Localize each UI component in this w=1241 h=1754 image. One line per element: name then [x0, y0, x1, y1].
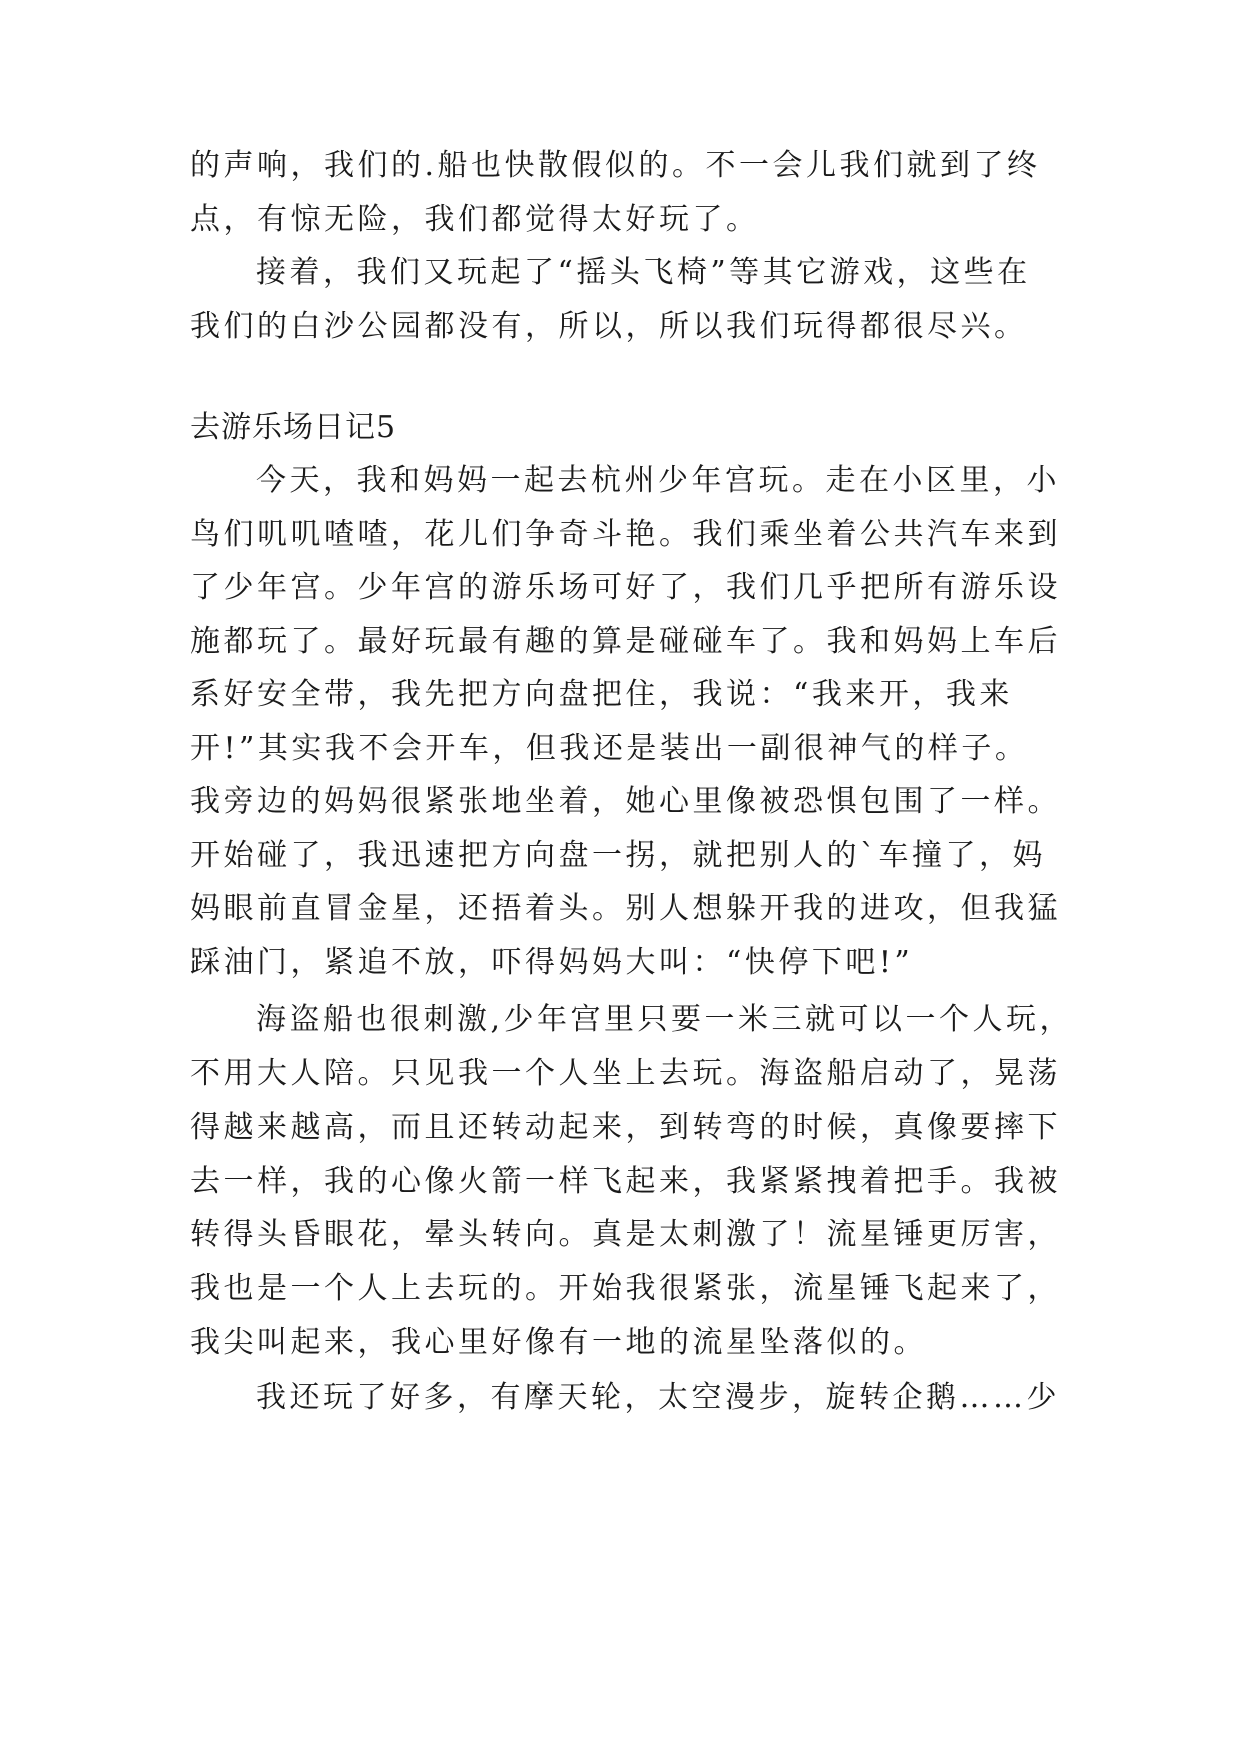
text-line: 系好安全带，我先把方向盘把住，我说：“我来开，我来: [190, 677, 1013, 712]
text-line: 去一样，我的心像火箭一样飞起来，我紧紧拽着把手。我被: [190, 1164, 1061, 1199]
text-line: 点，有惊无险，我们都觉得太好玩了。: [190, 202, 760, 237]
text-line: 不用大人陪。只见我一个人坐上去玩。海盗船启动了，晃荡: [190, 1056, 1061, 1091]
text-line: 转得头昏眼花，晕头转向。真是太刺激了！流星锤更厉害，: [190, 1217, 1061, 1252]
text-line: 我尖叫起来，我心里好像有一地的流星坠落似的。: [190, 1325, 927, 1360]
text-line: 施都玩了。最好玩最有趣的算是碰碰车了。我和妈妈上车后: [190, 624, 1061, 659]
text-line: 我旁边的妈妈很紧张地坐着，她心里像被恐惧包围了一样。: [190, 784, 1061, 819]
text-line: 妈眼前直冒金星，还捂着头。别人想躲开我的进攻，但我猛: [190, 891, 1061, 926]
text-line: 我还玩了好多，有摩天轮，太空漫步，旋转企鹅……少: [256, 1380, 1060, 1415]
text-line: 踩油门，紧追不放，吓得妈妈大叫：“快停下吧!”: [190, 945, 914, 980]
text-line: 得越来越高，而且还转动起来，到转弯的时候，真像要摔下: [190, 1110, 1061, 1145]
text-line: 鸟们叽叽喳喳，花儿们争奇斗艳。我们乘坐着公共汽车来到: [190, 517, 1061, 552]
text-line: 开始碰了，我迅速把方向盘一拐，就把别人的`车撞了，妈: [190, 838, 1046, 873]
text-line: 接着，我们又玩起了“摇头飞椅”等其它游戏，这些在: [256, 255, 1031, 290]
text-line: 今天，我和妈妈一起去杭州少年宫玩。走在小区里，小: [256, 463, 1060, 498]
section-heading: 去游乐场日记5: [190, 410, 397, 445]
text-line: 开!”其实我不会开车，但我还是装出一副很神气的样子。: [190, 731, 1029, 766]
text-line: 我也是一个人上去玩的。开始我很紧张，流星锤飞起来了，: [190, 1271, 1061, 1306]
text-line: 了少年宫。少年宫的游乐场可好了，我们几乎把所有游乐设: [190, 570, 1061, 605]
text-line: 的声响，我们的.船也快散假似的。不一会儿我们就到了终: [190, 148, 1041, 183]
text-line: 海盗船也很刺激,少年宫里只要一米三就可以一个人玩，: [256, 1002, 1074, 1037]
text-line: 我们的白沙公园都没有，所以，所以我们玩得都很尽兴。: [190, 309, 1028, 344]
